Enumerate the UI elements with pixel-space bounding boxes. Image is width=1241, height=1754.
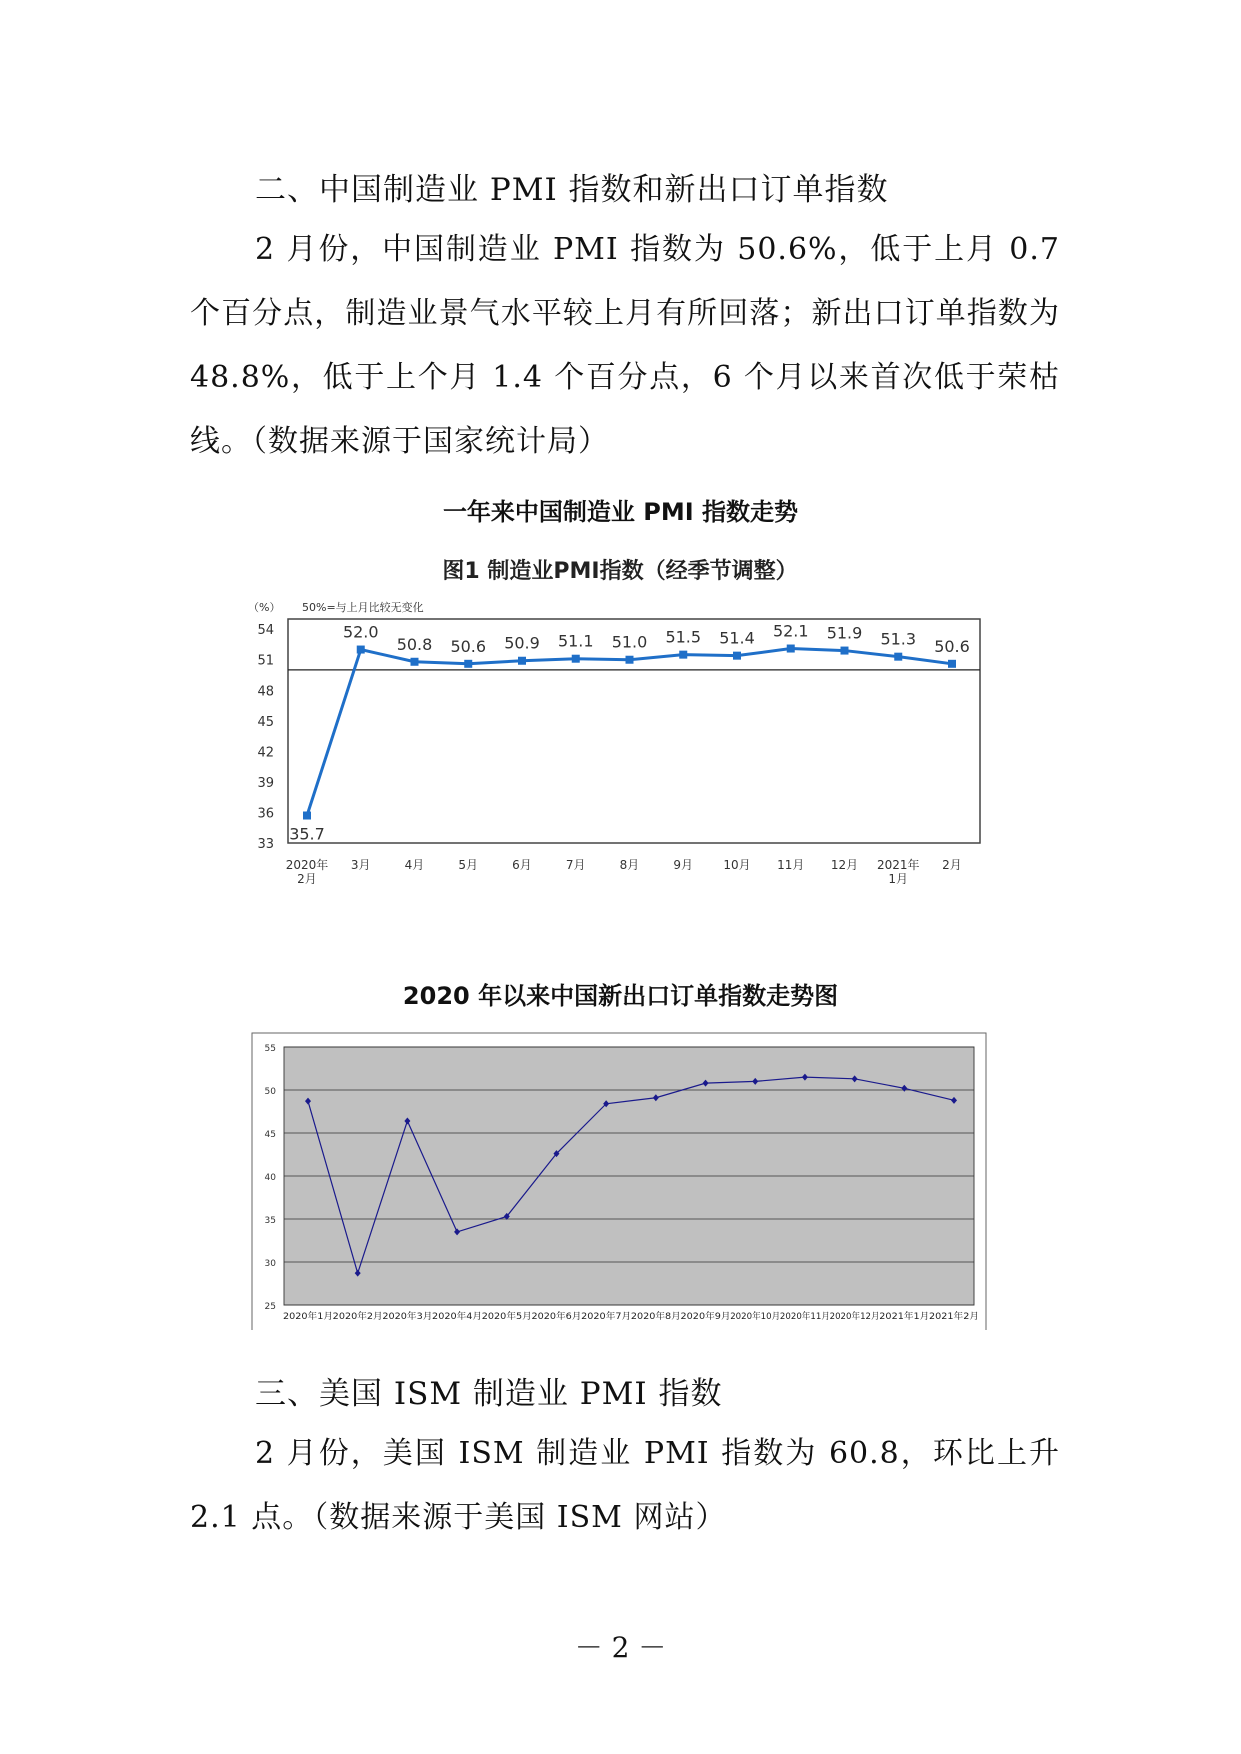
chart1-point: [464, 660, 472, 668]
export-orders-chart: [0, 1030, 1241, 1330]
chart2-xtick-label: 2020年9月: [680, 1312, 728, 1322]
chart1-ytick-label: 39: [257, 775, 274, 791]
chart1-data-label: 51.4: [719, 628, 755, 648]
chart1-plot-area: [288, 619, 980, 843]
chart1-ytick-label: 33: [257, 837, 274, 852]
chart1-point: [411, 658, 419, 666]
chart1-data-label: 35.7: [289, 824, 325, 844]
chart1-xtick-label: 8月: [619, 858, 640, 872]
chart2-ytick-label: 25: [264, 1302, 276, 1312]
chart1-data-label: 51.3: [880, 629, 917, 649]
chart1-xtick-label: 2020年 2月: [285, 858, 329, 886]
chart1-xtick-label: 12月: [830, 858, 859, 872]
chart1-data-label: 50.9: [504, 633, 540, 653]
chart1-xtick-label: 4月: [404, 858, 425, 872]
chart1-xtick-label: 6月: [512, 858, 532, 872]
chart2-ytick-label: 35: [264, 1216, 276, 1226]
chart2-xtick-label: 2021年2月: [929, 1312, 976, 1322]
chart2-xtick-label: 2020年3月: [382, 1312, 430, 1322]
chart2-ytick-label: 55: [264, 1044, 276, 1054]
chart2-xtick-label: 2020年2月: [332, 1312, 380, 1322]
chart1-xtick-label: 2021年 1月: [876, 858, 920, 886]
section2-paragraph: 2 月份，中国制造业 PMI 指数为 50.6%，低于上月 0.7 个百分点，制造业景气水平较上月有所回落；新出口订单指数为 48.8%，低于上个月 1.4 个百分点，6 个月以来首次低于荣枯线。（数据来源于国家统计局）: [190, 232, 1060, 459]
section2-heading: 二、中国制造业 PMI 指数和新出口订单指数: [255, 172, 889, 208]
section3-heading: 三、美国 ISM 制造业 PMI 指数: [255, 1376, 723, 1412]
chart1-note: 50%=与上月比较无变化: [302, 601, 424, 614]
chart1-point: [841, 647, 849, 655]
chart1-xtick-label: 7月: [565, 858, 586, 872]
chart1-point: [357, 646, 365, 654]
chart1-data-label: 50.8: [396, 634, 433, 654]
chart2-caption: 2020 年以来中国新出口订单指数走势图: [402, 982, 839, 1010]
chart1-title: 图1 制造业PMI指数（经季节调整）: [442, 559, 798, 584]
chart1-point: [733, 652, 741, 660]
chart1-data-label: 50.6: [934, 636, 970, 656]
chart2-xtick-label: 2020年12月: [829, 1312, 882, 1322]
chart1-data-label: 50.6: [450, 636, 487, 656]
chart1-xtick-label: 10月: [723, 858, 751, 872]
chart1-data-label: 51.1: [557, 631, 594, 651]
pmi-chart: [0, 545, 1241, 965]
chart1-xtick-label: 2月: [942, 858, 962, 872]
chart1-point: [894, 653, 902, 661]
chart2-xtick-label: 2020年4月: [432, 1312, 479, 1322]
chart1-point: [626, 656, 634, 664]
chart1-xtick-label: 5月: [458, 858, 479, 872]
chart1-data-label: 51.0: [611, 632, 648, 652]
chart2-ytick-label: 45: [264, 1130, 276, 1140]
chart1-ytick-label: 45: [257, 714, 274, 730]
chart1-xtick-label: 9月: [673, 858, 694, 872]
chart1-point: [303, 812, 311, 820]
chart1-caption: 一年来中国制造业 PMI 指数走势: [442, 498, 799, 526]
chart2-ytick-label: 40: [264, 1173, 276, 1183]
chart2-ytick-label: 30: [264, 1259, 276, 1269]
chart1-ytick-label: 42: [257, 745, 274, 761]
chart1-point: [572, 655, 580, 663]
page-number: － 2 －: [574, 1631, 667, 1664]
chart2-xtick-label: 2020年11月: [779, 1312, 833, 1322]
chart1-data-label: 51.5: [665, 627, 702, 647]
chart1-data-label: 51.9: [826, 623, 863, 643]
chart1-ytick-label: 48: [257, 684, 274, 700]
chart1-point: [518, 657, 526, 665]
chart2-xtick-label: 2020年8月: [630, 1312, 678, 1322]
chart2-xtick-label: 2020年1月: [283, 1312, 330, 1322]
chart1-xtick-label: 3月: [350, 858, 371, 872]
chart1-xtick-label: 11月: [777, 858, 805, 872]
chart1-unit-label: （%）: [248, 601, 281, 614]
chart2-xtick-label: 2020年7月: [581, 1312, 628, 1322]
chart1-data-label: 52.1: [772, 621, 809, 641]
section3-paragraph: 2 月份，美国 ISM 制造业 PMI 指数为 60.8，环比上升 2.1 点。（数据来源于美国 ISM 网站）: [190, 1436, 1060, 1535]
chart1-point: [787, 645, 795, 653]
chart1-data-label: 52.0: [342, 622, 379, 642]
chart2-ytick-label: 50: [264, 1087, 276, 1097]
chart2-xtick-label: 2020年6月: [531, 1312, 579, 1322]
chart1-ytick-label: 36: [257, 806, 274, 822]
chart1-point: [948, 660, 956, 668]
chart1-point: [679, 651, 687, 659]
chart2-xtick-label: 2021年1月: [879, 1312, 926, 1322]
chart1-ytick-label: 54: [257, 623, 274, 639]
chart2-xtick-label: 2020年5月: [481, 1312, 529, 1322]
chart2-xtick-label: 2020年10月: [730, 1312, 783, 1322]
chart1-ytick-label: 51: [257, 653, 274, 669]
